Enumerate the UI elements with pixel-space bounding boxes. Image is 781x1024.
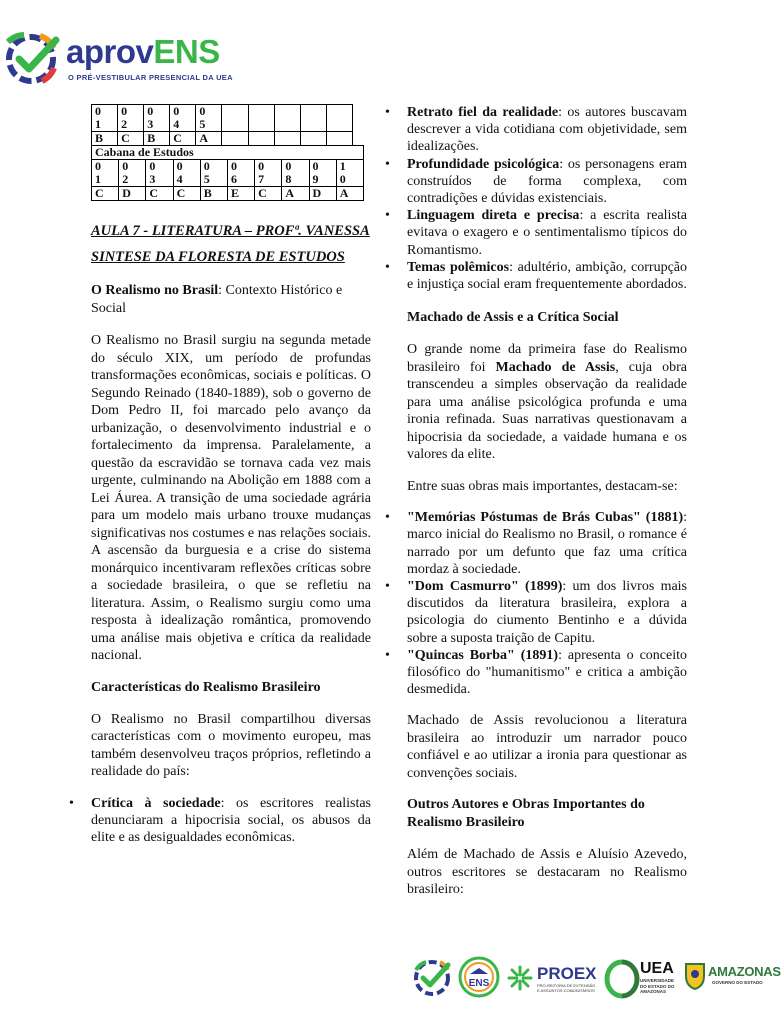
- question-number-cell: 0 4: [173, 160, 200, 187]
- question-number-cell: 0 2: [118, 105, 144, 132]
- paragraph-characteristics: O Realismo no Brasil compartilhou diversas características com o movimento europeu, mas também desenvolveu traços próprios, refletindo a realidade do país:: [91, 711, 371, 779]
- answer-cell: C: [118, 132, 144, 146]
- amazonas-logo: AMAZONAS GOVERNO DO ESTADO: [684, 956, 766, 1000]
- question-number-cell: 0 3: [146, 160, 173, 187]
- empty-cell: [222, 132, 248, 146]
- section-title: SINTESE DA FLORESTA DE ESTUDOS: [91, 249, 345, 265]
- list-item: • Crítica à sociedade: os escritores realistas denunciaram a hipocrisia social, os abusos da elite e as desigualdades econômicas.: [69, 795, 371, 845]
- empty-cell: [274, 132, 300, 146]
- paragraph-other-authors: Além de Machado de Assis e Aluísio Azevedo, outros escritores se destacaram no Realismo brasileiro:: [407, 847, 687, 898]
- bullet-icon: •: [385, 579, 390, 595]
- question-number-cell: 0 4: [170, 105, 196, 132]
- empty-cell: [248, 132, 274, 146]
- empty-cell: [300, 105, 326, 132]
- heading-characteristics: Características do Realismo Brasileiro: [91, 679, 321, 695]
- list-item: • "Quincas Borba" (1891): apresenta o conceito filosófico do "humanitismo" e critica a ambição desmedida.: [385, 647, 687, 698]
- empty-cell: [222, 105, 248, 132]
- amazonas-crest-icon: [684, 960, 706, 990]
- lesson-title: AULA 7 - LITERATURA – PROFª. VANESSA: [91, 223, 370, 239]
- paragraph-works-intro: Entre suas obras mais importantes, destacam-se:: [407, 478, 678, 494]
- bullet-icon: •: [385, 105, 390, 120]
- answer-cell: A: [282, 187, 309, 201]
- bullet-icon: •: [385, 259, 390, 275]
- works-list: [385, 509, 688, 698]
- question-number-cell: 0 1: [92, 160, 119, 187]
- bullet-icon: •: [69, 795, 74, 811]
- answer-cell: B: [144, 132, 170, 146]
- list-item: • Temas polêmicos: adultério, ambição, corrupção e injustiça social eram frequentemente abordados.: [385, 259, 687, 293]
- logo-wordmark: aprovENS: [66, 33, 220, 70]
- bullet-icon: •: [385, 156, 390, 172]
- bullet-icon: •: [385, 208, 390, 224]
- empty-cell: [274, 105, 300, 132]
- list-item: • Retrato fiel da realidade: os autores buscavam descrever a vida cotidiana com objetividade, sem idealizações.: [385, 105, 688, 155]
- empty-cell: [248, 105, 274, 132]
- answer-cell: B: [92, 132, 118, 146]
- left-column: [69, 104, 371, 846]
- answer-cell: B: [200, 187, 227, 201]
- empty-cell: [326, 132, 352, 146]
- ens-seal-icon: [458, 956, 500, 998]
- answer-cell: C: [173, 187, 200, 201]
- answer-table-1: [91, 104, 353, 146]
- question-number-cell: 0 3: [144, 105, 170, 132]
- partner-logos: [408, 954, 781, 1002]
- list-item: • "Dom Casmurro" (1899): um dos livros mais discutidos da literatura brasileira, explora a psicologia do ciumento Bentinho e a dúvida sobre a suposta traição de Capitu.: [385, 579, 688, 646]
- characteristics-list: [69, 795, 371, 847]
- answer-cell: E: [227, 187, 254, 201]
- question-number-cell: 1 0: [336, 160, 363, 187]
- question-number-cell: 0 1: [92, 105, 118, 132]
- aprovens-logo: [4, 32, 254, 88]
- empty-cell: [326, 105, 352, 132]
- proex-logo: PROEX PRÓ-REITORIA DE EXTENSÃO E ASSUNTOS COMUNITÁRIOS: [506, 962, 598, 996]
- uea-emblem-icon: [606, 960, 638, 998]
- uea-logo: UEA UNIVERSIDADE DO ESTADO DO AMAZONAS: [606, 958, 680, 1000]
- heading-other-authors: Outros Autores e Obras Importantes do Realismo Brasileiro: [407, 797, 645, 831]
- question-number-cell: 0 2: [119, 160, 146, 187]
- answer-cell: A: [336, 187, 363, 201]
- question-number-cell: 0 5: [200, 160, 227, 187]
- aprovens-check-icon: [4, 32, 62, 86]
- answer-cell: A: [196, 132, 222, 146]
- logo-tagline: O PRÉ-VESTIBULAR PRESENCIAL DA UEA: [68, 73, 233, 82]
- answer-table-2: [91, 145, 364, 201]
- heading-context: O Realismo no Brasil: Contexto Histórico e Social: [91, 283, 343, 316]
- answer-cell: C: [92, 187, 119, 201]
- proex-flower-icon: [506, 964, 534, 992]
- aprovens-check-icon: [412, 958, 452, 998]
- paragraph-machado: O grande nome da primeira fase do Realismo brasileiro foi Machado de Assis, cuja obra transcendeu a simples observação da realidade para uma análise psicológica profunda e uma ironia refinada. Suas narrativas questionavam a hipocrisia da sociedade, a vaidade humana e os valores da elite.: [407, 342, 687, 463]
- paragraph-revolution: Machado de Assis revolucionou a literatura brasileira ao introduzir um narrador pouco confiável e ao utilizar a ironia para questionar as convenções sociais.: [407, 713, 687, 781]
- question-number-cell: 0 8: [282, 160, 309, 187]
- answer-cell: C: [255, 187, 282, 201]
- table-title: Cabana de Estudos: [92, 146, 364, 160]
- question-number-cell: 0 5: [196, 105, 222, 132]
- ens-logo: ENS: [458, 956, 500, 998]
- characteristics-list-cont: [385, 104, 688, 293]
- question-number-cell: 0 9: [309, 160, 336, 187]
- heading-machado: Machado de Assis e a Crítica Social: [407, 310, 619, 326]
- answer-cell: D: [119, 187, 146, 201]
- question-number-cell: 0 6: [227, 160, 254, 187]
- list-item: • Profundidade psicológica: os personagens eram construídos de forma complexa, com contradições e dúvidas existenciais.: [385, 156, 687, 207]
- answer-cell: C: [146, 187, 173, 201]
- right-column: [384, 104, 687, 899]
- list-item: • Linguagem direta e precisa: a escrita realista evitava o exagero e o sentimentalismo típicos do Romantismo.: [385, 208, 688, 258]
- empty-cell: [300, 132, 326, 146]
- list-item: • "Memórias Póstumas de Brás Cubas" (1881): marco inicial do Realismo no Brasil, o romance é narrado por um defunto que faz uma crítica mordaz à sociedade.: [385, 510, 687, 577]
- bullet-icon: •: [385, 510, 390, 526]
- question-number-cell: 0 7: [255, 160, 282, 187]
- paragraph-context: O Realismo no Brasil surgiu na segunda metade do século XIX, um período de profundas transformações econômicas, sociais e políticas. O Segundo Reinado (1840-1889), sob o governo de Dom Pedro II, foi marcado pelo avanço da urbanização, o desenvolvimento industrial e o fortalecimento da imprensa. Paralelamente, a questão da escravidão se tornava cada vez mais urgente, culminando na Abolição em 1888 com a Lei Áurea. A transição de uma sociedade agrária para um modelo mais urbano trouxe mudanças significativas nos costumes e nas relações sociais. A ascensão da burguesia e a crise do sistema monárquico incentivaram reflexões críticas sobre a sociedade brasileira, o que se refletiu na literatura. Assim, o Realismo surgiu como uma resposta à idealização romântica, promovendo uma análise mais objetiva e crítica da realidade nacional.: [91, 333, 371, 663]
- answer-cell: C: [170, 132, 196, 146]
- bullet-icon: •: [385, 647, 390, 663]
- answer-cell: D: [309, 187, 336, 201]
